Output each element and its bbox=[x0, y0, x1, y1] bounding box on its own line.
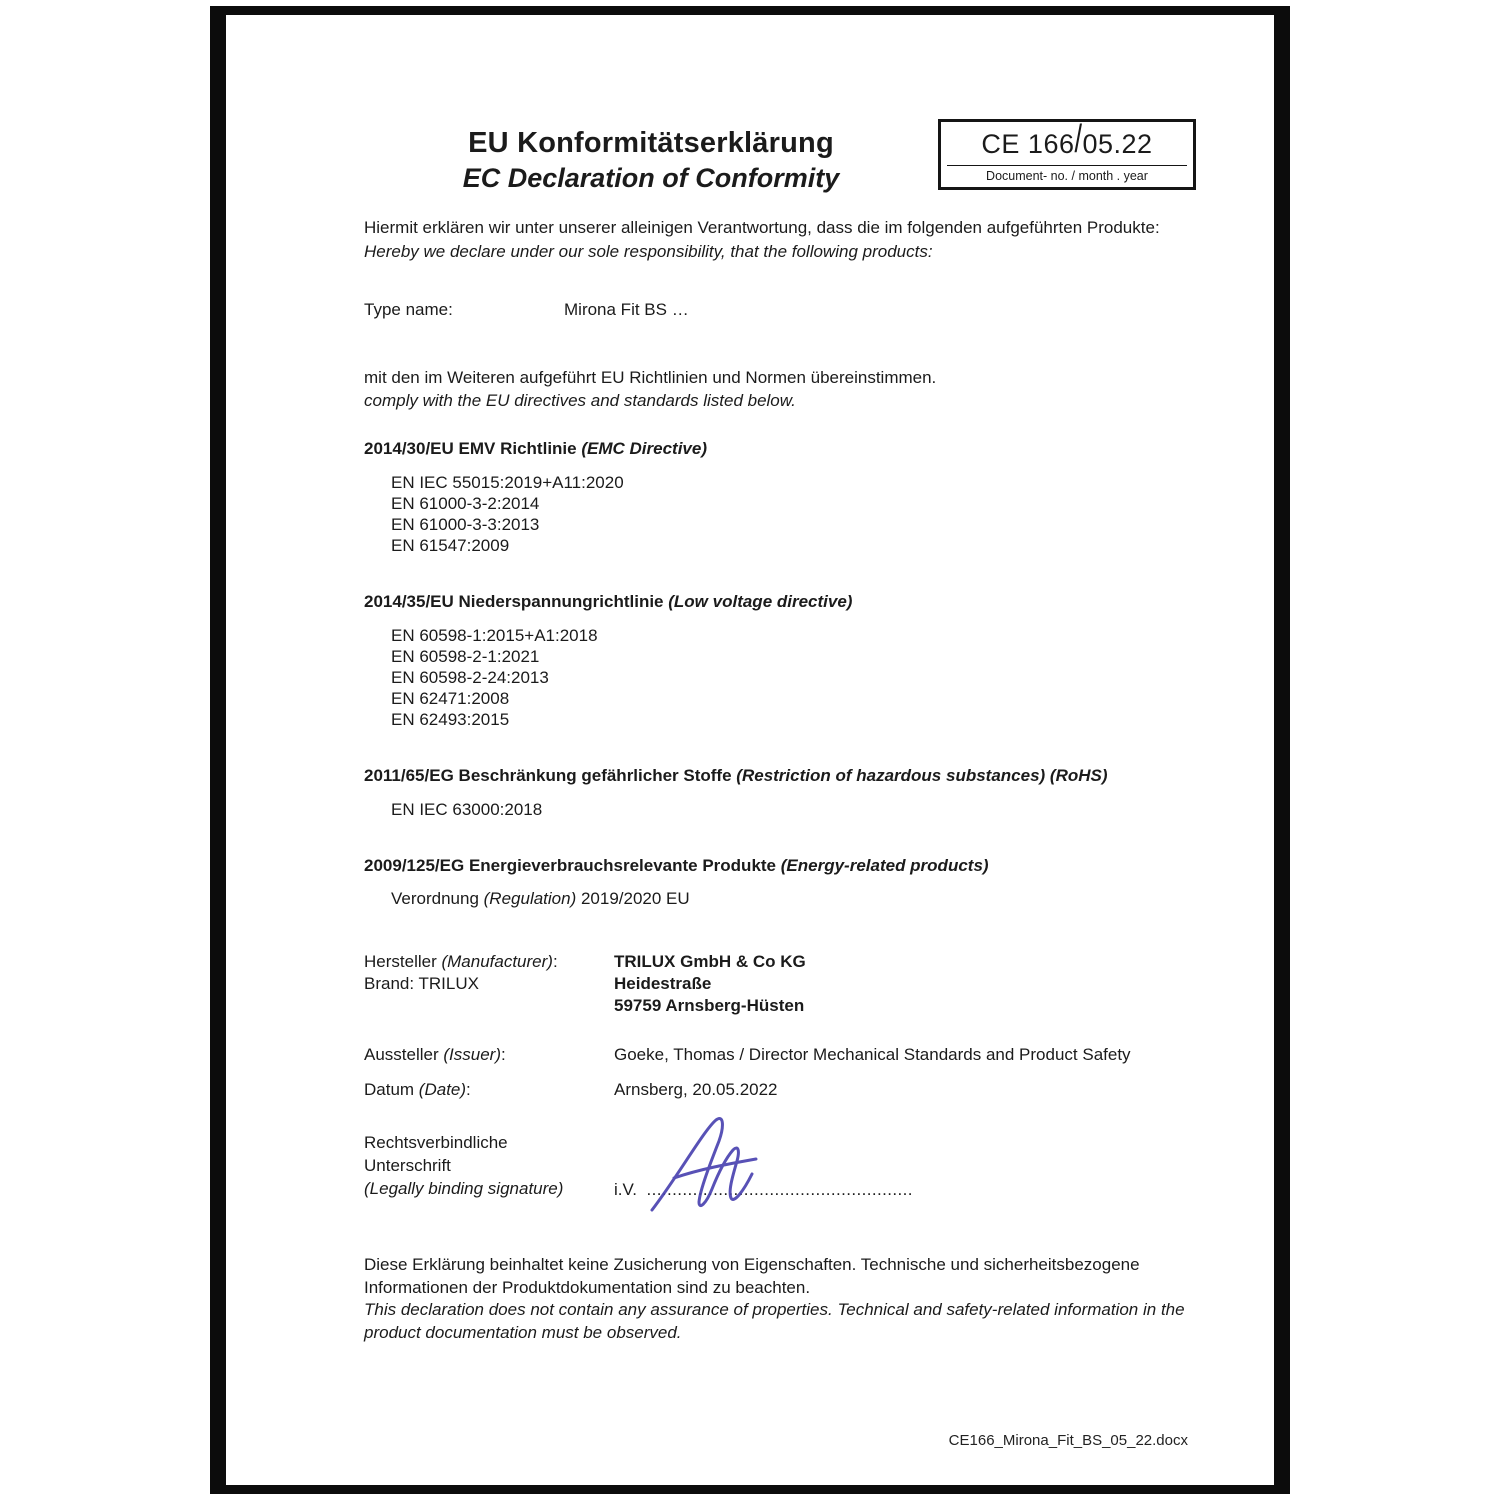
issuer-label: Aussteller (Issuer): bbox=[364, 1045, 506, 1065]
regulation-note-pre: Verordnung bbox=[391, 889, 484, 909]
title-german: EU Konformitätserklärung bbox=[468, 127, 834, 159]
section-heading bbox=[364, 592, 1196, 612]
comply-paragraph bbox=[364, 366, 1196, 414]
standard-line: EN 60598-2-1:2021 bbox=[391, 647, 540, 667]
comply-german: mit den im Weiteren aufgeführt EU Richtlinien und Normen übereinstimmen. bbox=[364, 367, 937, 387]
standard-line: EN 61547:2009 bbox=[391, 536, 510, 556]
directive-translation: (Low voltage directive) bbox=[668, 592, 853, 612]
footer-filename: CE166_Mirona_Fit_BS_05_22.docx bbox=[948, 1432, 1188, 1449]
disclaimer-english: This declaration does not contain any assurance of properties. Technical and safety-related information in the product documentation must be observed. bbox=[364, 1300, 1185, 1342]
section-heading bbox=[364, 856, 1196, 876]
intro-paragraph bbox=[364, 216, 1196, 264]
regulation-note-italic: (Regulation) bbox=[483, 889, 577, 909]
standards-list bbox=[364, 625, 1196, 730]
standard-line: EN 61000-3-3:2013 bbox=[391, 515, 540, 535]
manufacturer-address bbox=[614, 951, 806, 1017]
section-heading bbox=[364, 766, 1196, 786]
manufacturer-block bbox=[364, 951, 1196, 1017]
manufacturer-label: Hersteller (Manufacturer): bbox=[364, 952, 558, 972]
standards-list bbox=[364, 799, 1196, 820]
directive-name: Niederspannungrichtlinie bbox=[458, 592, 664, 612]
signature-label-en: (Legally binding signature) bbox=[364, 1178, 564, 1198]
date-label: Datum (Date): bbox=[364, 1080, 471, 1100]
regulation-note-post: 2019/2020 EU bbox=[576, 889, 690, 909]
document-number-box bbox=[938, 119, 1196, 190]
document-page bbox=[210, 6, 1290, 1494]
company-city: 59759 Arnsberg-Hüsten bbox=[614, 996, 805, 1016]
signature-scribble bbox=[644, 1114, 804, 1218]
directive-code: 2009/125/EG bbox=[364, 856, 465, 876]
date-row bbox=[364, 1080, 1196, 1100]
signature-label-de-1: Rechtsverbindliche bbox=[364, 1133, 508, 1153]
directive-translation: (Energy-related products) bbox=[780, 856, 989, 876]
title-english: EC Declaration of Conformity bbox=[462, 163, 840, 193]
regulation-note bbox=[364, 889, 1196, 909]
document-number-caption: Document- no. / month . year bbox=[947, 165, 1187, 183]
directive-translation: (EMC Directive) bbox=[581, 439, 707, 459]
disclaimer-german: Diese Erklärung beinhaltet keine Zusicherung von Eigenschaften. Technische und sicherheitsbezogene Informationen der Produktdokumentation sind zu beachten. bbox=[364, 1255, 1140, 1297]
brand-line: Brand: TRILUX bbox=[364, 974, 479, 994]
type-name-label: Type name: bbox=[364, 299, 453, 319]
standard-line: EN IEC 63000:2018 bbox=[391, 800, 543, 820]
standard-line: EN 61000-3-2:2014 bbox=[391, 494, 540, 514]
company-street: Heidestraße bbox=[614, 974, 712, 994]
title-block bbox=[364, 119, 938, 194]
document-header bbox=[364, 119, 1196, 194]
type-name-row bbox=[364, 300, 1196, 320]
standards-list bbox=[364, 472, 1196, 556]
standard-line: EN 62493:2015 bbox=[391, 710, 510, 730]
section-rohs bbox=[364, 766, 1196, 820]
intro-english: Hereby we declare under our sole responsibility, that the following products: bbox=[364, 241, 933, 261]
disclaimer-paragraph bbox=[364, 1254, 1194, 1344]
section-low-voltage bbox=[364, 592, 1196, 730]
document-number bbox=[947, 117, 1187, 161]
issuer-row bbox=[364, 1045, 1196, 1065]
doc-number-right: 05.22 bbox=[1082, 129, 1153, 159]
manufacturer-labels bbox=[364, 951, 614, 1017]
directive-translation: (Restriction of hazardous substances) (RoHS) bbox=[736, 766, 1108, 786]
date-value: Arnsberg, 20.05.2022 bbox=[614, 1080, 778, 1100]
signature-dotted-line: .................................................... bbox=[646, 1180, 913, 1200]
standard-line: EN 60598-2-24:2013 bbox=[391, 668, 549, 688]
signature-block bbox=[364, 1132, 1196, 1200]
section-heading bbox=[364, 439, 1196, 459]
directive-code: 2011/65/EG bbox=[364, 766, 454, 786]
standard-line: EN IEC 55015:2019+A11:2020 bbox=[391, 473, 624, 493]
document-content bbox=[226, 15, 1274, 1344]
section-emc bbox=[364, 439, 1196, 556]
comply-english: comply with the EU directives and standards listed below. bbox=[364, 391, 796, 411]
signature-label-de-2: Unterschrift bbox=[364, 1156, 451, 1176]
type-name-value: Mirona Fit BS … bbox=[564, 299, 689, 319]
directive-code: 2014/30/EU bbox=[364, 439, 454, 459]
issuer-value: Goeke, Thomas / Director Mechanical Standards and Product Safety bbox=[614, 1045, 1131, 1065]
signature-area bbox=[614, 1180, 913, 1200]
directive-name: Beschränkung gefährlicher Stoffe bbox=[458, 766, 732, 786]
doc-number-left: CE 166 bbox=[981, 129, 1075, 159]
standard-line: EN 60598-1:2015+A1:2018 bbox=[391, 626, 598, 646]
standard-line: EN 62471:2008 bbox=[391, 689, 510, 709]
signature-labels bbox=[364, 1132, 614, 1200]
doc-number-slash: / bbox=[1074, 117, 1083, 161]
company-name: TRILUX GmbH & Co KG bbox=[614, 952, 806, 972]
section-erp bbox=[364, 856, 1196, 909]
directive-name: EMV Richtlinie bbox=[458, 439, 577, 459]
iv-label: i.V. bbox=[614, 1180, 638, 1200]
directive-code: 2014/35/EU bbox=[364, 592, 454, 612]
intro-german: Hiermit erklären wir unter unserer alleinigen Verantwortung, dass die im folgenden aufgeführten Produkte: bbox=[364, 218, 1160, 237]
directive-name: Energieverbrauchsrelevante Produkte bbox=[468, 856, 777, 876]
